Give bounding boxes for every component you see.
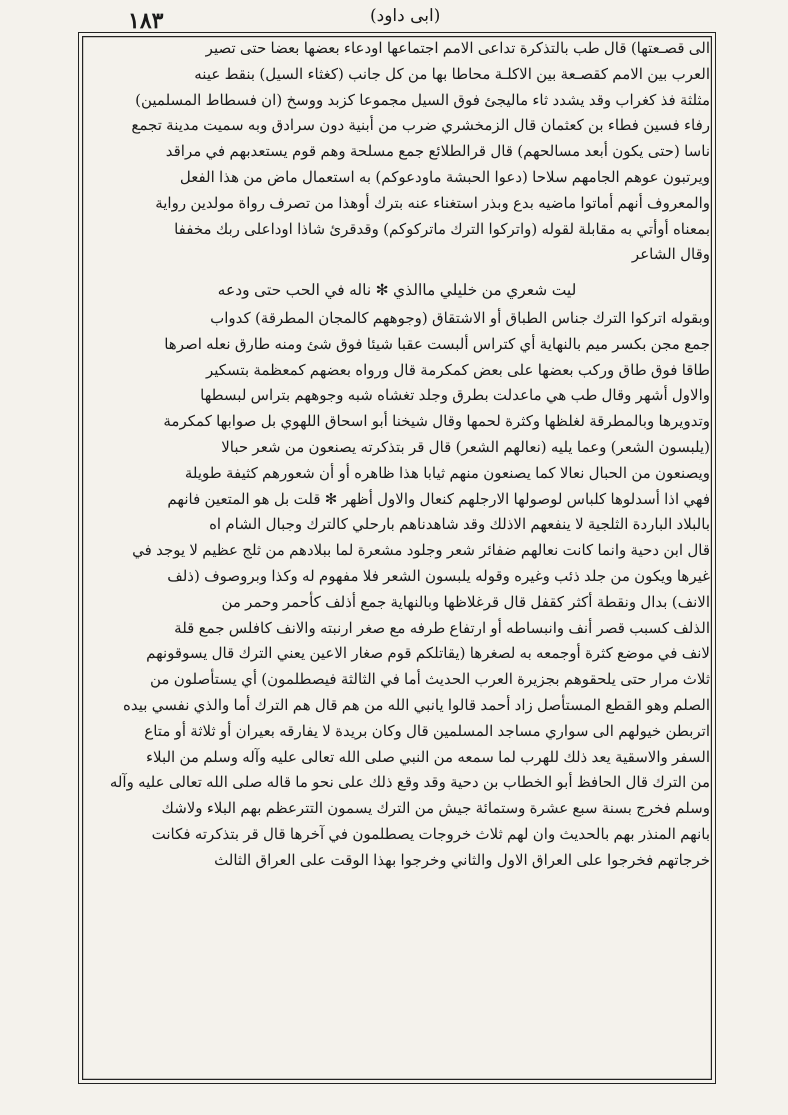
- text-line: اتربطن خيولهم الى سواري مساجد المسلمين قال وكان بريدة لا يفارقه بعيران أو ثلاثة أو متاع: [144, 721, 710, 740]
- text-line: السفر والاسقية يعد ذلك للهرب لما سمعه من النبي صلى الله تعالى عليه وآله وسلم من البلاء: [145, 747, 710, 766]
- text-line: الصلم وهو القطع المستأصل زاد أحمد قالوا يانبي الله من هم قال هم الترك أما والذي نفسي بيده: [123, 695, 710, 714]
- text-line: وقال الشاعر: [631, 245, 710, 264]
- text-line: وبقوله اتركوا الترك جناس الطباق أو الاشتقاق (وجوههم كالمجان المطرقة) كدواب: [210, 308, 710, 327]
- text-line: رفاء فسين فطاء بن كعثمان قال الزمخشري ضرب من أبنية دون سرادق وبه سميت مدينة تجمع: [131, 116, 710, 135]
- text-line: بانهم المنذر بهم بالحديث وان لهم ثلاث خروجات يصطلمون في آخرها قال قر بتذكرته فكانت: [151, 824, 710, 843]
- text-line: ثلاث مرار حتى يلحقوهم بجزيرة العرب الحديث أما في الثالثة فيصطلمون) أي يستأصلون من: [150, 670, 710, 689]
- text-line: لانف في موضع كثرة أوجمعه به لصغرها (يقاتلكم قوم صغار الاعين يعني الترك قال يسوقونهم: [146, 644, 710, 663]
- text-line: بمعناه أوأتي به مقابلة لقوله (واتركوا الترك ماتركوكم) وقدقرئ شاذا اوداعلى ربك مخففا: [174, 219, 710, 238]
- running-title: (ابی داود): [370, 6, 441, 26]
- text-line: ويصنعون من الحبال نعالا كما يصنعون منهم ثيابا هذا ظاهره أو أن شعورهم كثيفة طويلة: [184, 463, 710, 482]
- text-line: جمع مجن بكسر ميم بالنهاية أي كتراس ألبست عقبا شيئا فوق شئ ومنه طارق نعله اصرها: [164, 334, 710, 353]
- text-line: الذلف كسبب قصر أنف وانبساطه أو ارتفاع طرفه مع صغر ارنبته والانف كافلس جمع قلة: [174, 618, 710, 637]
- poetry-verse: ليت شعري من خليلي ماالذي ✻ ناله في الحب حتى ودعه: [217, 281, 577, 300]
- body-text: [84, 36, 710, 874]
- text-line: وسلم فخرج بسنة سبع عشرة وستمائة جيش من الترك يسمون التترعظم بهم البلاء ولاشك: [161, 799, 710, 818]
- text-line: مثلثة فذ كغراب وقد يشدد ثاء ماليجئ فوق السيل مجموعا كزبد ووسخ (ان فسطاط المسلمين): [135, 90, 710, 109]
- text-line: العرب بين الامم كقصـعة بين الاكلـة محاطا بها من كل جانب (كغثاء السيل) بنقط عينه: [194, 64, 710, 83]
- text-line: قال ابن دحية وانما كانت نعالهم ضفائر شعر وجلود مشعرة لما ببلادهم من ثلج عظيم لا يوجد في: [132, 541, 710, 560]
- page-number: ١٨٣: [128, 8, 164, 34]
- text-line: الانف) بدال ونقطة أكثر كقفل قال قرغلاظها وبالنهاية جمع أذلف كأحمر وحمر من: [221, 592, 710, 611]
- text-line: والاول أشهر وقال طب هي ماعدلت بطرق وجلد تغشاه شبه وجوههم بتراس لبسطها: [200, 386, 710, 405]
- text-line: طاقا فوق طاق وركب بعضها على بعض كمكرمة قال ورواه بعضهم كمعظمة بتسكير: [205, 360, 710, 379]
- text-line: ويرتبون عوهم الجامهم سلاحا (دعوا الحبشة ماودعوكم) به استعمال ماض من هذا الفعل: [179, 167, 710, 186]
- text-line: فهي اذا أسدلوها كلباس لوصولها الارجلهم كنعال والاول أظهر ✻ قلت بل هو المتعين فانهم: [167, 489, 710, 508]
- text-line: من الترك قال الحافظ أبو الخطاب بن دحية وقد وقع ذلك على نحو ما قاله صلى الله تعالى عليه وآله: [109, 773, 710, 792]
- text-line: غيرها ويكون من جلد ذئب وغيره وقوله يلبسون الشعر فلا مفهوم له وكذا وبروصوف (ذلف: [167, 566, 710, 585]
- text-line: بالبلاد الباردة الثلجية لا ينفعهم الاذلك وقد شاهدناهم بارحلي كالترك وجبال الشام اه: [209, 515, 710, 534]
- text-line: الى قصـعتها) قال طب بالتذكرة تداعى الامم اجتماعها اودعاء بعضها بعضا حتى تصير: [205, 39, 710, 57]
- text-line: خرجاتهم فخرجوا على العراق الاول والثاني وخرجوا بهذا الوقت على العراق الثالث: [214, 850, 710, 869]
- text-line: (يلبسون الشعر) وعما يليه (نعالهم الشعر) قال قر بتذكرته يصنعون من شعر حبالا: [221, 437, 710, 456]
- text-line: والمعروف أنهم أماتوا ماضيه بدع وبذر استغناء عنه بترك أوهذا من تصرف رواة مولدين رواية: [155, 193, 710, 212]
- text-line: وتدويرها وبالمطرقة لغلظها وكثرة لحمها وقال شيخنا أبو اسحاق اللهوي بل صوابها كمكرمة: [163, 412, 710, 431]
- text-line: ناسا (حتى يكون أبعد مسالحهم) قال قرالطلائع جمع مسلحة وهم قوم يستعدبهم في مراقد: [165, 142, 710, 161]
